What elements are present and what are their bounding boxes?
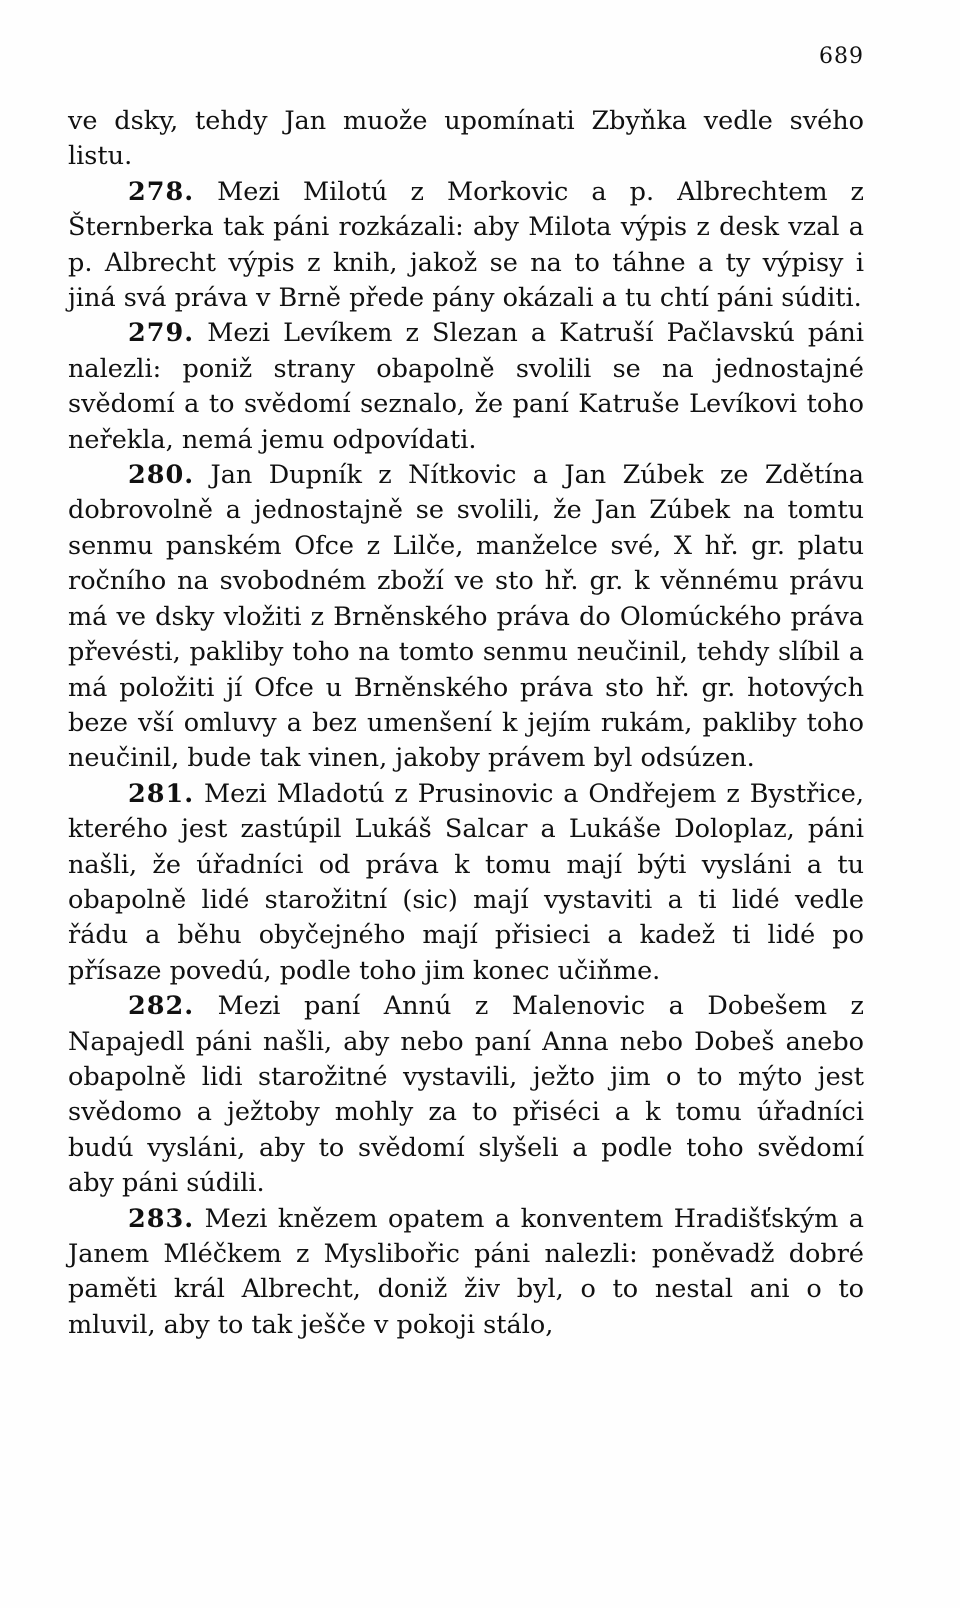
paragraph-text: Mezi Mladotú z Prusinovic a Ondřejem z Bystřice, kterého jest zastúpil Lukáš Salcar a Lukáše Doloplaz, páni našli, že úřadníci od práva k tomu mají býti vysláni a tu obapolně lidé starožitní (sic) mají vystaviti a ti lidé vedle řádu a běhu obyčejného mají přisieci a kadež ti lidé po přísaze povedú, podle toho jim konec učiňme. — [68, 778, 864, 986]
paragraph-283 — [68, 1202, 864, 1344]
paragraph-continuation — [68, 104, 864, 175]
paragraph-number: 279. — [128, 318, 195, 349]
paragraph-278 — [68, 175, 864, 317]
paragraph-text: Mezi paní Annú z Malenovic a Dobešem z Napajedl páni našli, aby nebo paní Anna nebo Dobeš anebo obapolně lidi starožitné vystavili, ježto jim o to mýto jest svědomo a ježtoby mohly za to přiséci a k tomu úřadníci budú vysláni, aby to svědomí slyšeli a podle toho svědomí aby páni súdili. — [68, 991, 864, 1199]
paragraph-number: 278. — [128, 176, 195, 207]
paragraph-282 — [68, 989, 864, 1201]
paragraph-279 — [68, 316, 864, 458]
document-body — [68, 104, 864, 1343]
paragraph-281 — [68, 777, 864, 989]
page-number: 689 — [819, 44, 864, 69]
paragraph-number: 283. — [128, 1203, 195, 1234]
paragraph-number: 281. — [128, 778, 195, 809]
paragraph-text: Jan Dupník z Nítkovic a Jan Zúbek ze Zdětína dobrovolně a jednostajně se svolili, že Jan Zúbek na tomtu senmu panském Ofce z Lilče, manželce své, X hř. gr. platu ročního na svobodném zboží ve sto hř. gr. k věnnému právu má ve dsky vložiti z Brněnského práva do Olomúckého práva převésti, pakliby toho na tomto senmu neučinil, tehdy slíbil a má položiti jí Ofce u Brněnského práva sto hř. gr. hotových beze vší omluvy a bez umenšení k jejím rukám, pakliby toho neučinil, bude tak vinen, jakoby právem byl odsúzen. — [68, 460, 864, 774]
paragraph-number: 280. — [128, 460, 195, 491]
paragraph-number: 282. — [128, 991, 195, 1022]
paragraph-text: ve dsky, tehdy Jan muože upomínati Zbyňka vedle svého listu. — [68, 106, 864, 172]
paragraph-text: Mezi knězem opatem a konventem Hradišťským a Janem Mléčkem z Myslibořic páni nalezli: poněvadž dobré paměti král Albrecht, doniž živ byl, o to nestal ani o to mluvil, aby to tak ješče v pokoji stálo, — [68, 1203, 864, 1340]
paragraph-280 — [68, 458, 864, 777]
paragraph-text: Mezi Milotú z Morkovic a p. Albrechtem z Šternberka tak páni rozkázali: aby Milota výpis z desk vzal a p. Albrecht výpis z knih, jakož se na to táhne a ty výpisy i jiná svá práva v Brně přede pány okázali a tu chtí páni súditi. — [68, 176, 864, 314]
paragraph-text: Mezi Levíkem z Slezan a Katruší Pačlavskú páni nalezli: poniž strany obapolně svolili se na jednostajné svědomí a to svědomí seznalo, že paní Katruše Levíkovi toho neřekla, nemá jemu odpovídati. — [68, 318, 865, 455]
